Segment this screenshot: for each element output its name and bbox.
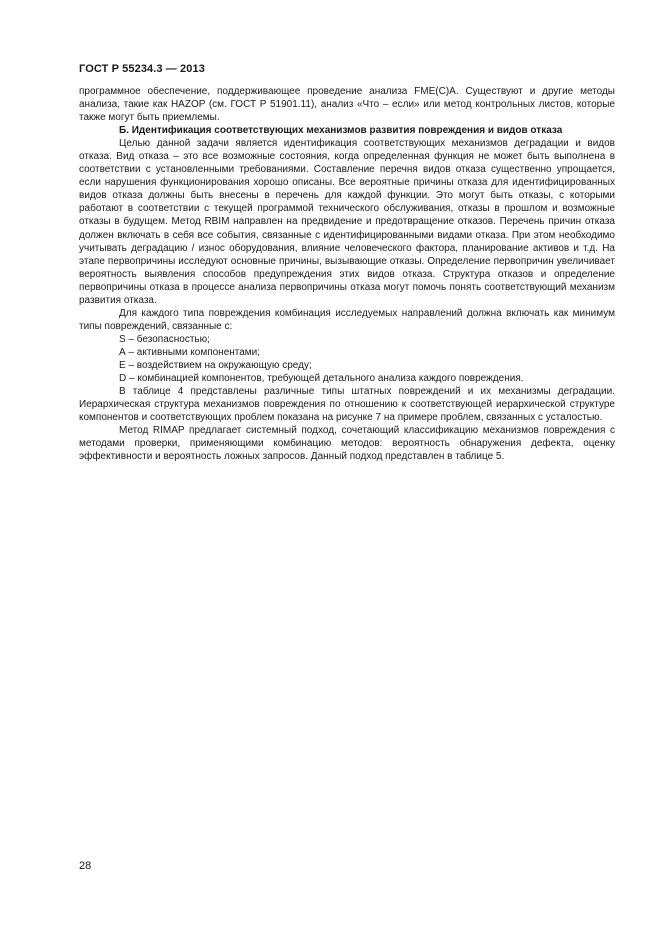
paragraph-table-4: В таблице 4 представлены различные типы штатных повреждений и их механизмы деградации. Иерархическая структура механизмов повреждения по отношению к соответствующей иерархической структуре компонентов и соответствующих проблем показана на рисунке 7 на примере проблем, связанных с усталостью. bbox=[79, 386, 615, 424]
paragraph-intro: программное обеспечение, поддерживающее проведение анализа FME(C)A. Существуют и другие методы анализа, такие как HAZOP (см. ГОСТ Р 51901.11), анализ «Что – если» или метод контрольных листов, которые также могут быть приемлемы. bbox=[79, 86, 615, 124]
section-heading: Б. Идентификация соответствующих механизмов развития повреждения и видов отказа bbox=[119, 125, 563, 137]
paragraph-damage-types: Для каждого типа повреждения комбинация исследуемых направлений должна включать как минимум типы повреждений, связанные с: bbox=[79, 307, 615, 332]
document-header: ГОСТ Р 55234.3 — 2013 bbox=[79, 63, 205, 75]
paragraph-identification: Целью данной задачи является идентификация соответствующих механизмов деградации и видов отказа. Вид отказа – это все возможные состояния, когда определенная функция не может быть выполнена в соответствии с установленными требованиями. Составление перечня видов отказа существенно упрощается, если нарушения функционирования хорошо описаны. Все вероятные причины отказа для идентифицированных видов отказа должны быть внесены в перечень для каждой функции. Это могут быть отказы, с которыми работают в соответствии с текущей программой технического обслуживания, отказы в прошлом и возможные отказы в будущем. Метод RBIM направлен на предвидение и предотвращение отказов. Перечень причин отказа должен включать в себя все события, связанные с идентифицированными видами отказа. При этом необходимо учитывать деградацию / износ оборудования, влияние человеческого фактора, планирование активов и т.д. На этапе первопричины исследуют основные причины, вызывающие отказы. Определение первопричин увеличивает вероятность выявления способов предупреждения этих видов отказа. Структура отказов и определение первопричины отказа в процессе анализа первопричины отказа могут помочь понять соответствующий механизм развития отказа. bbox=[79, 138, 615, 306]
list-item-combination: D – комбинацией компонентов, требующей детального анализа каждого повреждения. bbox=[119, 373, 524, 385]
list-item-active: А – активными компонентами; bbox=[119, 346, 261, 358]
page-number: 28 bbox=[79, 860, 92, 872]
paragraph-rimap: Метод RIMAP предлагает системный подход, сочетающий классификацию механизмов повреждения с методами проверки, применяющими комбинацию методов: вероятность обнаружения дефекта, оценку эффективности и вероятность ложных запросов. Данный подход представлен в таблице 5. bbox=[79, 425, 615, 463]
document-body bbox=[79, 85, 615, 463]
list-item-environment: Е – воздействием на окружающую среду; bbox=[119, 359, 312, 371]
list-item-safety: S – безопасностью; bbox=[119, 333, 210, 345]
